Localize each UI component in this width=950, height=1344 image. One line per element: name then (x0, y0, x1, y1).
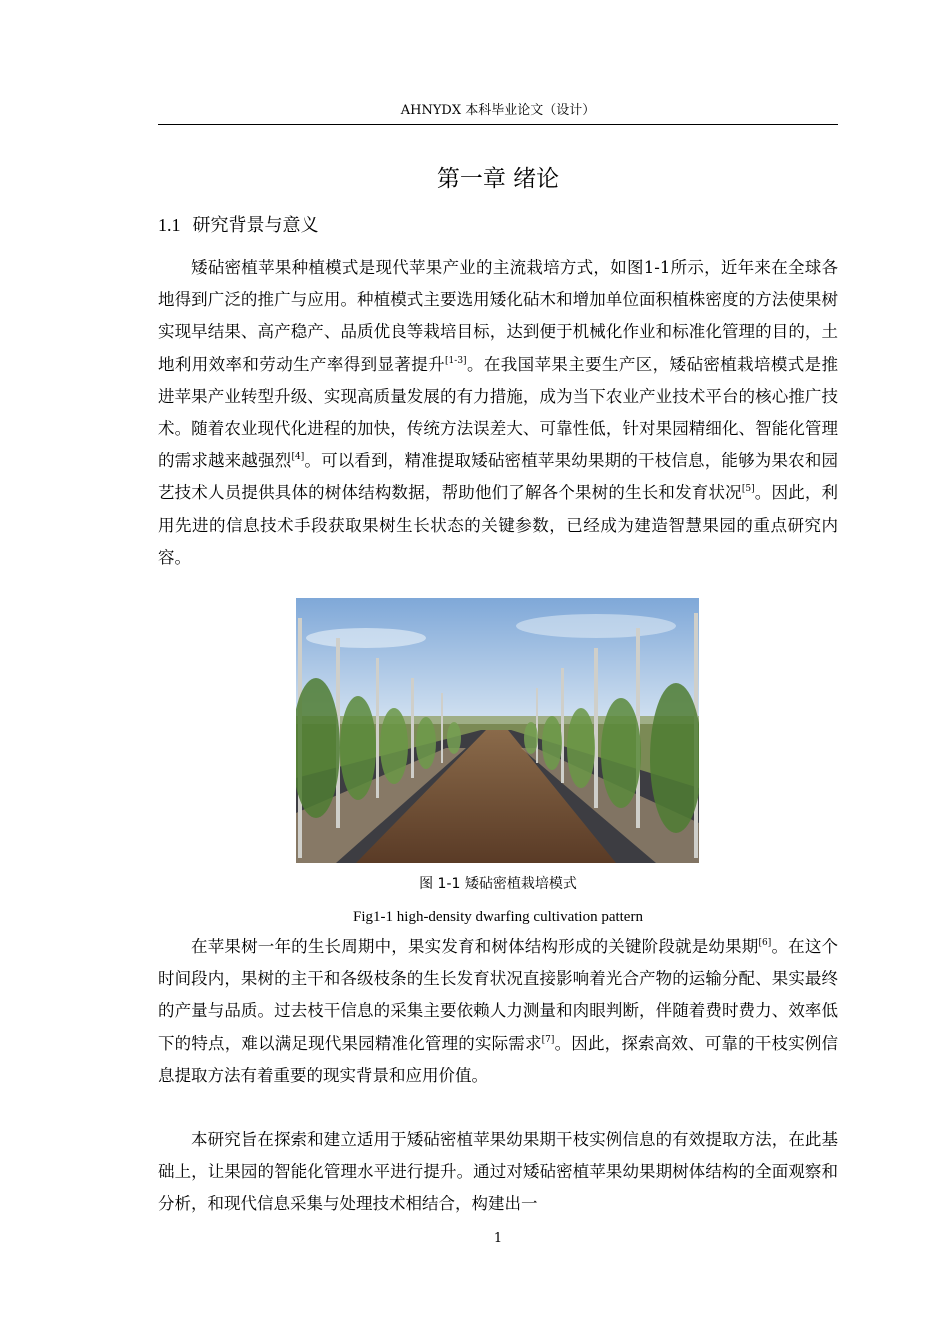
citation: [7] (541, 1034, 555, 1045)
cloud (306, 628, 426, 648)
section-number: 1.1 (158, 215, 181, 235)
paragraph-1 (158, 252, 838, 574)
orchard-photo (296, 598, 699, 863)
citation: [5] (741, 484, 755, 495)
text-run: 在苹果树一年的生长周期中，果实发育和树体结构形成的关键阶段就是幼果期 (191, 937, 759, 956)
text-run: 。因此，探索高效、可靠的干枝实例信息提取方法有着重要的现实背景和应用价值。 (158, 1033, 839, 1085)
header-rule (158, 124, 838, 125)
section-title-text: 研究背景与意义 (192, 215, 319, 236)
text-run: 。在这个时间段内，果树的主干和各级枝条的生长发育状况直接影响着光合产物的运输分配、果实最终的产量与品质。过去枝干信息的采集主要依赖人力测量和肉眼判断，伴随着费时费力、效率低下的特点，难以满足现代果园精准化管理的实际需求 (158, 937, 839, 1053)
paragraph-3 (158, 1124, 838, 1221)
figure-caption-cn: 图 1-1 矮砧密植栽培模式 (419, 876, 577, 892)
orchard-photo-illustration (296, 598, 699, 863)
figure-caption-en: Fig1-1 high-density dwarfing cultivation pattern (353, 909, 643, 925)
text-run: 矮砧密植苹果种植模式是现代苹果产业的主流栽培方式，如图1-1所示，近年来在全球各地得到广泛的推广与应用。种植模式主要选用矮化砧木和增加单位面积植株密度的方法使果树实现早结果、高产稳产、品质优良等栽培目标，达到便于机械化作业和标准化管理的目的，土地利用效率和劳动生产率得到显著提升 (158, 258, 838, 374)
text-run: 。可以看到，精准提取矮砧密植苹果幼果期的干枝信息，能够为果农和园艺技术人员提供具体的树体结构数据，帮助他们了解各个果树的生长和发育状况 (158, 451, 839, 503)
page-number: 1 (493, 1231, 503, 1246)
citation: [1-3] (445, 355, 467, 366)
text-run: 。因此，利用先进的信息技术手段获取果树生长状态的关键参数，已经成为建造智慧果园的重点研究内容。 (158, 483, 839, 567)
cloud (516, 614, 676, 638)
citation: [4] (291, 452, 305, 463)
running-header: AHNYDX 本科毕业论文（设计） (400, 103, 596, 118)
text-run: 本研究旨在探索和建立适用于矮砧密植苹果幼果期干枝实例信息的有效提取方法，在此基础上，让果园的智能化管理水平进行提升。通过对矮砧密植苹果幼果期树体结构的全面观察和分析，和现代信息采集与处理技术相结合，构建出一 (158, 1130, 838, 1214)
text-run: 。在我国苹果主要生产区，矮砧密植栽培模式是推进苹果产业转型升级、实现高质量发展的有力措施，成为当下农业产业技术平台的核心推广技术。随着农业现代化进程的加快，传统方法误差大、可靠性低，针对果园精细化、智能化管理的需求越来越强烈 (158, 354, 839, 471)
paragraph-2 (158, 931, 838, 1092)
chapter-title: 第一章 绪论 (436, 166, 560, 192)
section-heading (158, 211, 838, 240)
citation: [6] (758, 938, 772, 948)
